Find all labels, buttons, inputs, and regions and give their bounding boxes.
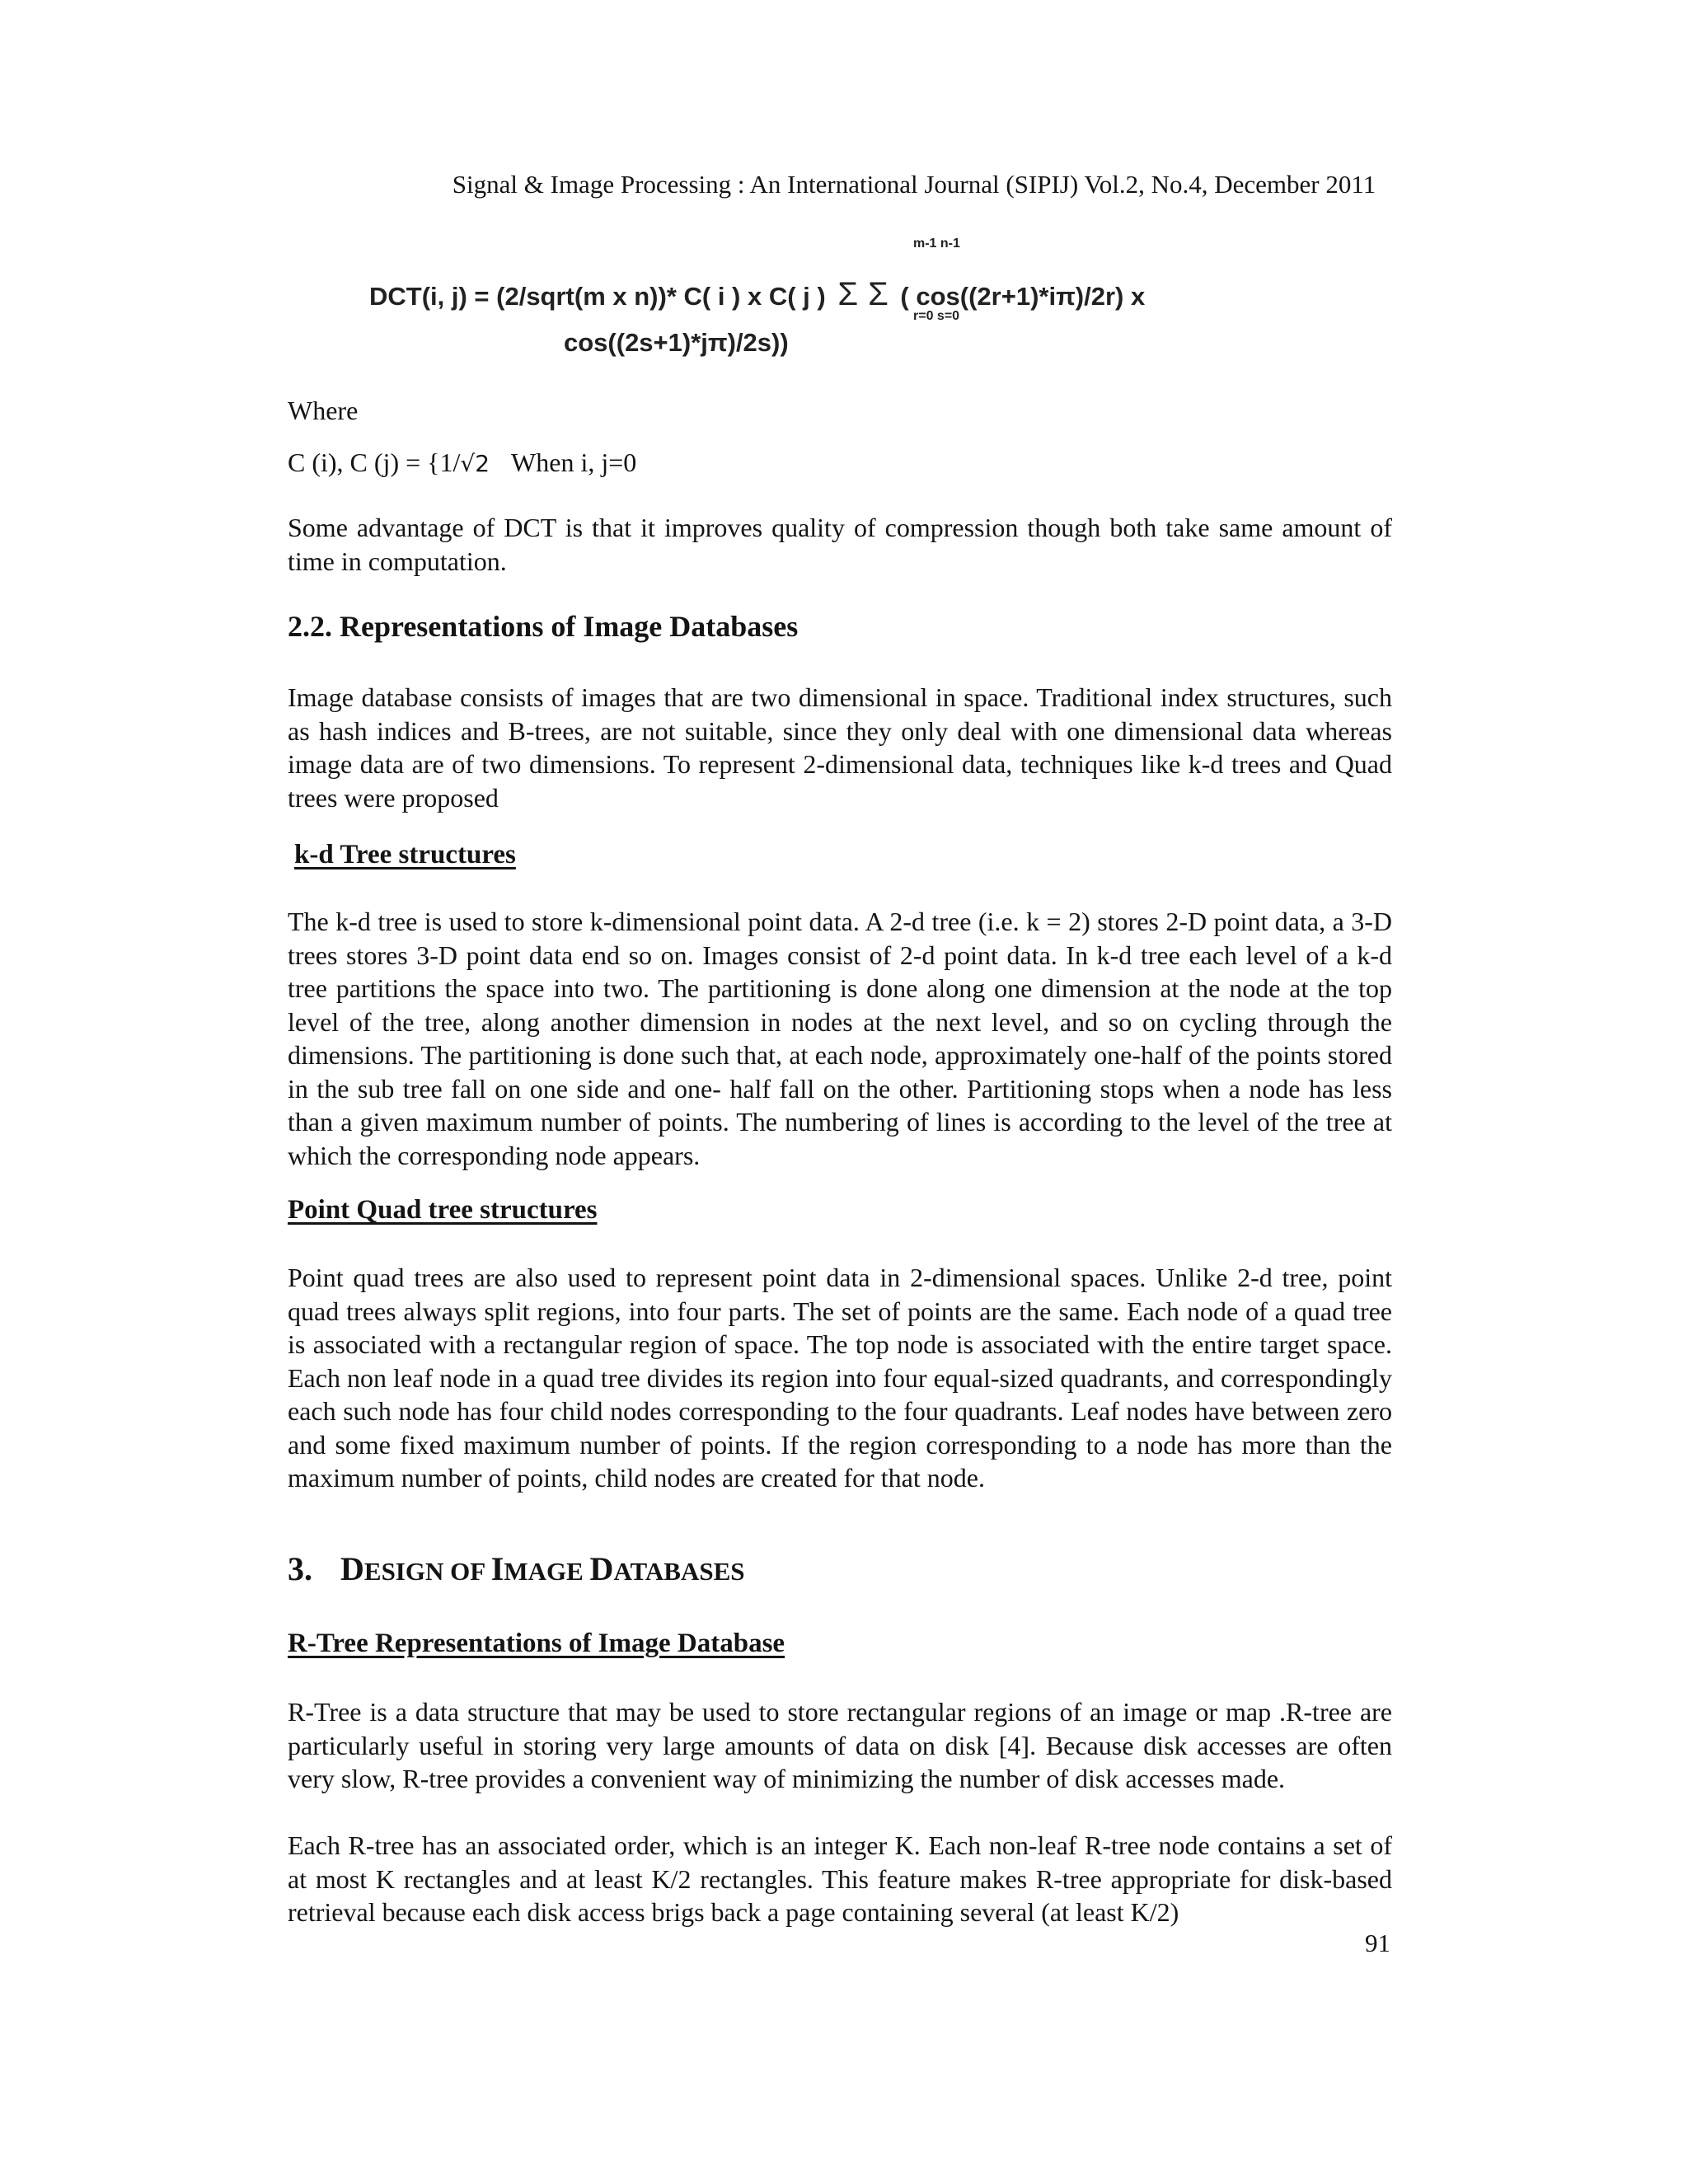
section-3-small-caps: ESIGN OF [363,1557,491,1586]
section-2-2-heading: 2.2. Representations of Image Databases [288,610,799,643]
section-3-small-caps: MAGE [504,1557,590,1586]
dct-formula [369,233,1317,357]
page-number: 91 [1365,1929,1390,1957]
rtree-heading: R-Tree Representations of Image Database [288,1629,785,1658]
formula-rhs: ( cos((2r+1)*iπ)/2r) x [900,282,1146,311]
paragraph-image-databases: Image database consists of images that are two dimensional in space. Traditional index structures, such as hash indices and B-trees, are not suitable, since they only deal with one dimensional data whereas image data are of two dimensions. To represent 2-dimensional data, techniques like k-d trees and Quad trees were proposed [288,682,1392,813]
formula-line-1 [369,276,1145,313]
kd-tree-heading [288,840,516,870]
where-label: Where [288,396,359,425]
section-3-cap: D [589,1550,614,1587]
section-3-small-caps: ATABASES [613,1557,745,1586]
sum-lower-limits: r=0 s=0 [913,309,960,323]
quad-tree-heading: Point Quad tree structures [288,1195,598,1225]
kd-tree-heading-text: k-d Tree structures [294,840,516,869]
paragraph-rtree-1: R-Tree is a data structure that may be used to store rectangular regions of an image or map .R-tree are particularly useful in storing very large amounts of data on disk [4]. Because disk accesses are often very slow, R-tree provides a convenient way of minimizing the number of disk accesses made. [288,1697,1392,1793]
paragraph-dct-advantage: Some advantage of DCT is that it improves quality of compression though both take same amount of time in computation. [288,513,1392,576]
condition-lhs: C (i), C (j) = {1/ [288,448,461,477]
formula-lhs: DCT(i, j) = (2/sqrt(m x n))* C( i ) x C( j ) [369,282,826,311]
paragraph-quad-tree: Point quad trees are also used to represent point data in 2-dimensional spaces. Unlike 2-d tree, point quad trees always split regions, into four parts. The set of points are the same. Each node of a quad tree is associated with a rectangular region of space. The top node is associated with the entire target space. Each non leaf node in a quad tree divides its region into four equal-sized quadrants, and correspondingly each such node has four child nodes corresponding to the four quadrants. Leaf nodes have between zero and some fixed maximum number of points. If the region corresponding to a node has more than the maximum number of points, child nodes are created for that node. [288,1263,1392,1493]
section-3-cap: D [340,1550,364,1587]
formula-line-2: cos((2s+1)*jπ)/2s)) [564,328,789,357]
sum-upper-limits: m-1 n-1 [913,237,960,251]
running-header: Signal & Image Processing : An International Journal (SIPIJ) Vol.2, No.4, December 2011 [452,170,1376,199]
sigma-symbol: Σ [868,276,889,312]
section-3-cap: I [490,1550,504,1587]
section-3-number: 3. [288,1550,312,1587]
sqrt-symbol: √2 [460,450,490,477]
sigma-symbol: Σ [837,276,859,312]
section-3-heading [288,1549,745,1588]
paragraph-kd-tree: The k-d tree is used to store k-dimensional point data. A 2-d tree (i.e. k = 2) stores 2-D point data, a 3-D trees stores 3-D point data end so on. Images consist of 2-d point data. In k-d tree each level of a k-d tree partitions the space into two. The partitioning is done along one dimension at the node at the top level of the tree, along another dimension in nodes at the next level, and so on cycling through the dimensions. The partitioning is done such that, at each node, approximately one-half of the points stored in the sub tree fall on one side and one- half fall on the other. Partitioning stops when a node has less than a given maximum number of points. The numbering of lines is according to the level of the tree at which the corresponding node appears. [288,907,1392,1170]
condition-rhs: When i, j=0 [511,448,637,477]
condition-line [288,448,636,478]
paragraph-rtree-2: Each R-tree has an associated order, which is an integer K. Each non-leaf R-tree node contains a set of at most K rectangles and at least K/2 rectangles. This feature makes R-tree appropriate for disk-based retrieval because each disk access brigs back a page containing several (at least K/2) [288,1830,1392,1927]
